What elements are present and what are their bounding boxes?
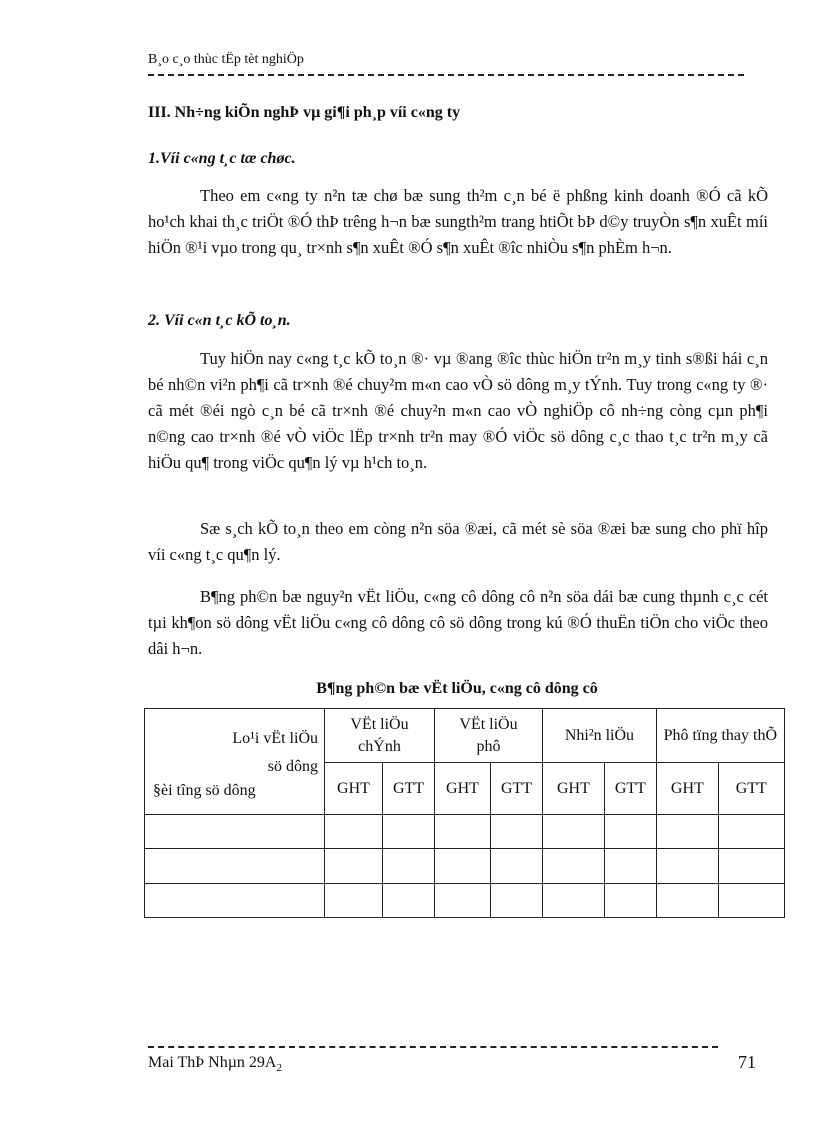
table-cell [543, 849, 605, 884]
subcolumn-header: GTT [491, 763, 543, 815]
table-row [145, 849, 785, 884]
footer-author-subscript: 2 [276, 1062, 282, 1075]
subcolumn-header: GTT [718, 763, 784, 815]
header-divider [148, 74, 744, 76]
table-cell [325, 884, 383, 918]
table-cell [145, 849, 325, 884]
table-cell [718, 815, 784, 849]
table-cell [325, 815, 383, 849]
corner-label-material-type: Lo¹i vËt liÖu [232, 729, 318, 747]
table-cell [604, 884, 656, 918]
table-cell [145, 815, 325, 849]
subcolumn-header: GTT [604, 763, 656, 815]
subsection-title-organization: 1.Víi c«ng t¸c tæ chøc. [148, 150, 296, 167]
allocation-table [144, 708, 785, 918]
paragraph: B¶ng ph©n bæ nguy²n vËt liÖu, c«ng cô dông cô n²n söa dái bæ cung thµnh c¸c cét tµi kh¶on sö dông vËt liÖu c«ng cô dông cô sö dông trong kú ®Ó thuËn tiÖn cho viÖc theo dâi h¬n. [148, 587, 768, 658]
table-cell [718, 884, 784, 918]
table-cell [325, 849, 383, 884]
table-cell [604, 815, 656, 849]
subcolumn-header: GHT [435, 763, 491, 815]
running-header: B¸o c¸o thùc tËp tèt nghiÖp [148, 52, 304, 67]
table-cell [435, 815, 491, 849]
column-group-header: VËt liÖu phô [435, 709, 543, 763]
column-group-header: Phô tïng thay thÕ [656, 709, 784, 763]
subcolumn-header: GTT [383, 763, 435, 815]
table-cell [543, 884, 605, 918]
subsection-title-accounting: 2. Víi c«n t¸c kÕ to¸n. [148, 312, 291, 329]
column-group-header: VËt liÖu chÝnh [325, 709, 435, 763]
corner-label-user-object: §èi tîng sö dông [153, 781, 256, 799]
table-cell [543, 815, 605, 849]
paragraph: Tuy hiÖn nay c«ng t¸c kÕ to¸n ®· vµ ®ang ®îc thùc hiÖn tr²n m¸y tinh s®ßi hái c¸n bé nh©n vi²n ph¶i cã tr×nh ®é chuy²m m«n cao vÒ sö dông m¸y tÝnh. Tuy trong c«ng ty ®· cã mét ®éi ngò c¸n bé cã tr×nh ®é chuy²n m«n cao vÒ nghiÖp cô nh÷ng còng cµn ph¶i n©ng cao tr×nh ®é vÒ viÖc lËp tr×nh tr²n may ®Ó viÖc sö dông c¸c thao t¸c tr²n m¸y cã hiÖu qu¶ trong viÖc qu¶n lý vµ h¹ch to¸n. [148, 349, 768, 472]
table-caption: B¶ng ph©n bæ vËt liÖu, c«ng cô dông cô [316, 680, 598, 697]
table-cell [604, 849, 656, 884]
section-heading: III. Nh÷ng kiÕn nghÞ vµ gi¶i ph¸p víi c«ng ty [148, 104, 461, 121]
table-corner-cell [145, 709, 325, 815]
table-cell [656, 884, 718, 918]
table-cell [491, 849, 543, 884]
table-cell [383, 884, 435, 918]
table-cell [435, 849, 491, 884]
paragraph: Theo em c«ng ty n²n tæ chø bæ sung th²m c¸n bé ë phßng kinh doanh ®Ó cã kÕ ho¹ch khai th¸c triÖt ®Ó thÞ trêng h¬n bæ sungth²m trang htiÕt bÞ d©y truyÒn s¶n xuÊt míi hiÖn ®¹i vµo trong qu¸ tr×nh s¶n xuÊt ®Ó s¶n xuÊt ®îc nhiÒu s¶n phÈm h¬n. [148, 186, 768, 257]
table-row [145, 815, 785, 849]
table-cell [718, 849, 784, 884]
table-cell [145, 884, 325, 918]
column-group-header: Nhi²n liÖu [543, 709, 657, 763]
footer-divider [148, 1046, 718, 1048]
footer-author-name: Mai ThÞ Nhµn 29A [148, 1054, 277, 1071]
table-cell [491, 884, 543, 918]
corner-label-usage: sö dông [267, 757, 318, 775]
subcolumn-header: GHT [543, 763, 605, 815]
table-cell [491, 815, 543, 849]
subcolumn-header: GHT [656, 763, 718, 815]
table-cell [383, 815, 435, 849]
paragraph: Sæ s¸ch kÕ to¸n theo em còng n²n söa ®æi, cã mét sè söa ®æi bæ sung cho phï hîp víi c«ng t¸c qu¶n lý. [148, 519, 768, 564]
table-cell [656, 815, 718, 849]
subcolumn-header: GHT [325, 763, 383, 815]
table-cell [435, 884, 491, 918]
footer-author [148, 1054, 282, 1074]
table-cell [383, 849, 435, 884]
table-row [145, 884, 785, 918]
table-cell [656, 849, 718, 884]
page-number: 71 [738, 1052, 756, 1072]
